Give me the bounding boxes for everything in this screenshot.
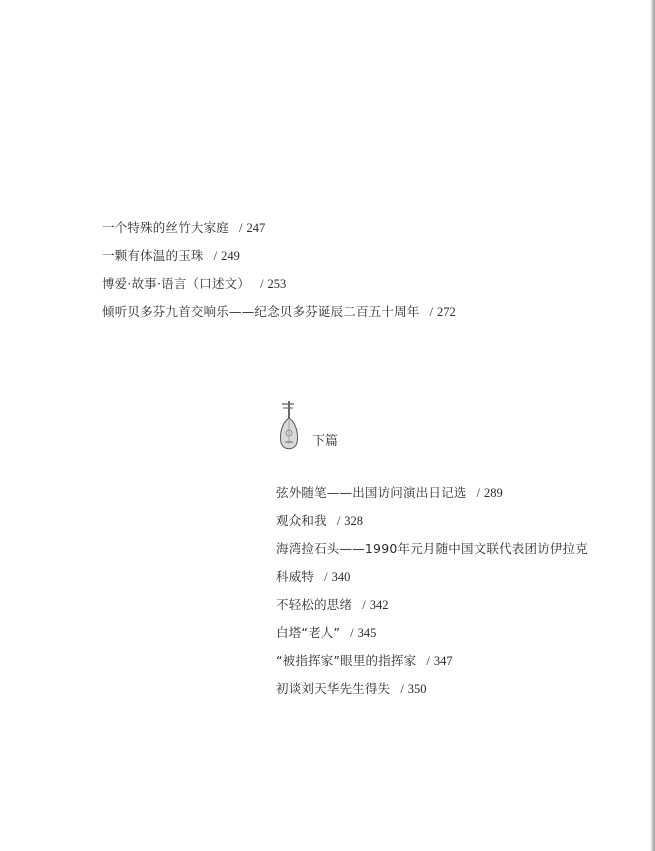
toc-entry bbox=[276, 541, 588, 557]
page-number: 340 bbox=[331, 570, 351, 584]
entry-title: 博爱·故事·语言（口述文） bbox=[102, 276, 251, 291]
toc-entry bbox=[102, 248, 240, 264]
entry-title: 不轻松的思绪 bbox=[276, 597, 353, 612]
toc-entry bbox=[276, 681, 427, 697]
entry-title: 白塔“老人” bbox=[276, 625, 341, 640]
toc-entry bbox=[276, 653, 453, 669]
page-separator: / bbox=[260, 277, 264, 291]
page-number: 289 bbox=[484, 486, 503, 500]
toc-entry bbox=[276, 513, 363, 529]
page-number: 347 bbox=[433, 654, 453, 668]
page-number: 253 bbox=[267, 277, 287, 291]
entry-title: “被指挥家”眼里的指挥家 bbox=[276, 653, 417, 668]
page-separator: / bbox=[362, 598, 366, 612]
toc-entry bbox=[102, 276, 286, 292]
entry-title-continuation: 科威特 bbox=[276, 569, 315, 584]
page-separator: / bbox=[350, 626, 354, 640]
page-separator: / bbox=[426, 654, 430, 668]
page-number: 272 bbox=[437, 305, 456, 319]
page-number: 350 bbox=[407, 682, 427, 696]
page-edge bbox=[651, 0, 655, 851]
page-number: 345 bbox=[357, 626, 377, 640]
section-heading bbox=[276, 400, 396, 456]
section-title: 下篇 bbox=[312, 434, 339, 449]
entry-title: 观众和我 bbox=[276, 513, 327, 528]
toc-entry bbox=[276, 597, 388, 613]
toc-entry bbox=[276, 485, 503, 501]
entry-title: 一颗有体温的玉珠 bbox=[102, 248, 204, 263]
page-number: 249 bbox=[221, 249, 240, 263]
page-number: 328 bbox=[344, 514, 364, 528]
page-separator: / bbox=[239, 221, 243, 235]
entry-title: 弦外随笔——出国访问演出日记选 bbox=[276, 485, 467, 500]
entry-title: 初谈刘天华先生得失 bbox=[276, 681, 391, 696]
page-number: 247 bbox=[246, 221, 266, 235]
toc-entry bbox=[102, 304, 456, 320]
page-separator: / bbox=[429, 305, 433, 319]
entry-title: 海湾捡石头——1990年元月随中国文联代表团访伊拉克 bbox=[276, 541, 589, 556]
entry-title: 一个特殊的丝竹大家庭 bbox=[102, 220, 230, 235]
page-separator: / bbox=[476, 486, 480, 500]
pipa-icon bbox=[276, 400, 304, 452]
entry-title: 倾听贝多芬九首交响乐——纪念贝多芬诞辰二百五十周年 bbox=[102, 304, 420, 319]
toc-entry bbox=[276, 625, 376, 641]
page-separator: / bbox=[324, 570, 328, 584]
toc-entry-continuation bbox=[276, 569, 350, 585]
page-separator: / bbox=[400, 682, 404, 696]
toc-entry bbox=[102, 220, 265, 236]
page-separator: / bbox=[336, 514, 341, 528]
page-number: 342 bbox=[369, 598, 389, 612]
page-separator: / bbox=[213, 249, 218, 263]
